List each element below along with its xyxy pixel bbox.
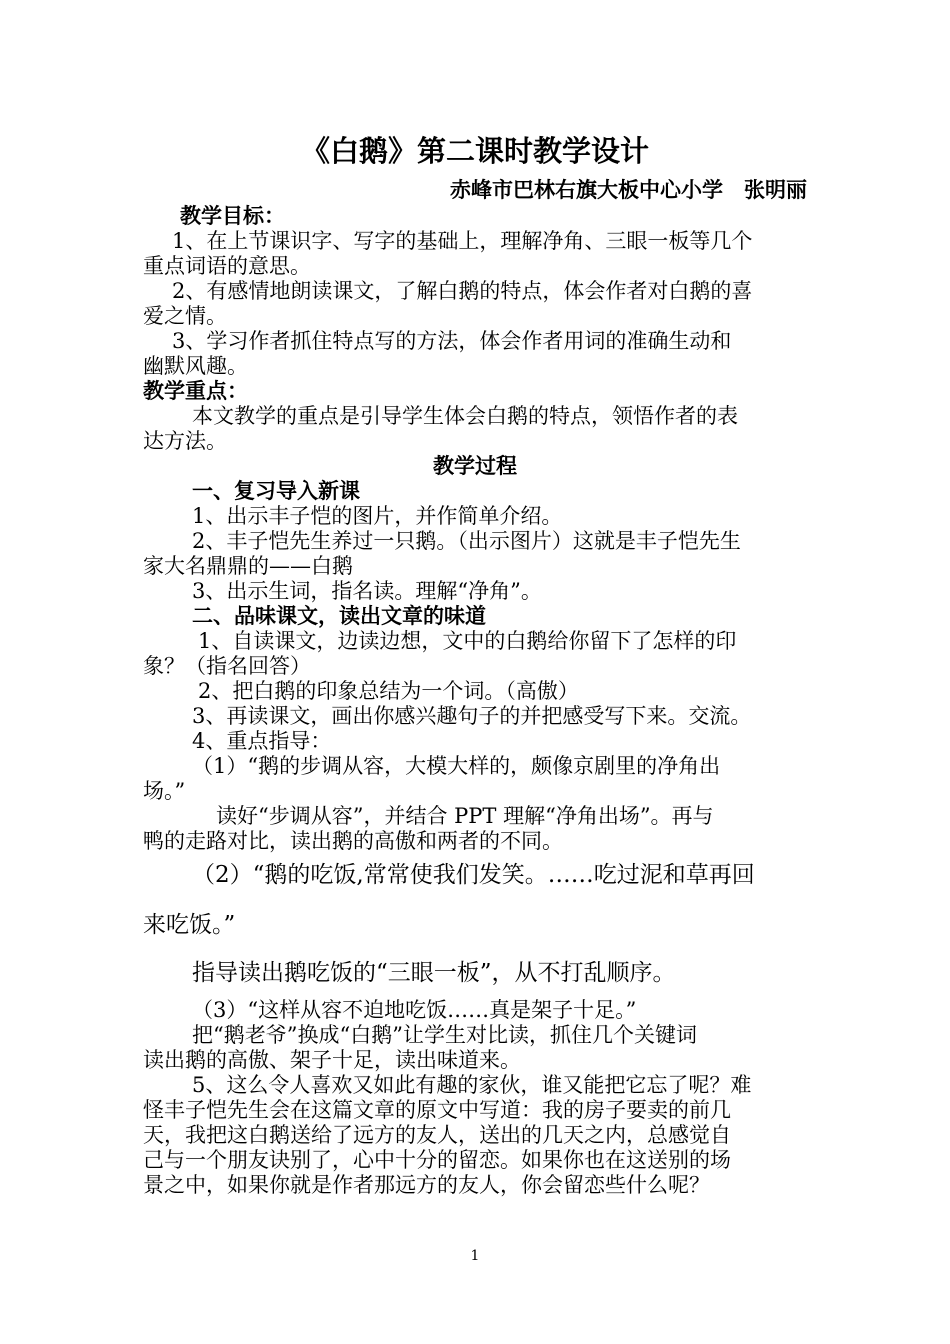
focus-heading: 教学重点： [143,378,248,403]
quote-3-line-a: （3）“这样从容不迫地吃饭……真是架子十足。” [192,998,637,1022]
quote-2-line-a: （2）“鹅的吃饭,常常使我们发笑。……吃过泥和草再回 [192,862,755,888]
section-2-item-2: 2、把白鹅的印象总结为一个词。（高傲） [198,679,579,703]
section-1-item-2-b: 家大名鼎鼎的——白鹅 [143,554,353,578]
section-1-item-2-a: 2、丰子恺先生养过一只鹅。（出示图片）这就是丰子恺先生 [192,529,741,553]
document-title: 《白鹅》第二课时教学设计 [300,134,649,168]
goal-2-line-a: 2、有感情地朗读课文，了解白鹅的特点，体会作者对白鹅的喜 [172,279,753,303]
section-2-item-4: 4、重点指导： [192,729,332,753]
quote-1-line-b: 场。” [143,779,186,803]
section-2-item-1-b: 象？（指名回答） [143,654,311,678]
quote-3-line-b: 把“鹅老爷”换成“白鹅”让学生对比读，抓住几个关键词 [192,1023,697,1047]
goals-heading: 教学目标： [180,203,285,228]
quote-1-line-c: 读好“步调从容”，并结合 PPT 理解“净角出场”。再与 [216,804,714,828]
section-2-heading: 二、品味课文，读出文章的味道 [192,603,486,628]
author-line: 赤峰市巴林右旗大板中心小学 张明丽 [450,177,807,202]
goal-1-line-b: 重点词语的意思。 [143,254,311,278]
goal-3-line-a: 3、学习作者抓住特点写的方法，体会作者用词的准确生动和 [172,329,732,353]
goal-3-line-b: 幽默风趣。 [143,354,248,378]
quote-3-line-c: 读出鹅的高傲、架子十足，读出味道来。 [143,1048,521,1072]
section-1-heading: 一、复习导入新课 [192,478,360,503]
focus-line-a: 本文教学的重点是引导学生体会白鹅的特点，领悟作者的表 [192,404,738,428]
item-5-line-e: 景之中，如果你就是作者那远方的友人，你会留恋些什么呢？ [143,1173,710,1197]
quote-1-line-d: 鸭的走路对比，读出鹅的高傲和两者的不同。 [143,829,563,853]
focus-line-b: 达方法。 [143,429,227,453]
goal-2-line-b: 爱之情。 [143,304,227,328]
item-5-line-b: 怪丰子恺先生会在这篇文章的原文中写道：我的房子要卖的前几 [143,1098,731,1122]
process-heading: 教学过程 [433,453,517,478]
section-2-item-1-a: 1、自读课文，边读边想，文中的白鹅给你留下了怎样的印 [198,629,737,653]
section-1-item-3: 3、出示生词，指名读。理解“净角”。 [192,579,542,603]
quote-2-line-b: 来吃饭。” [143,912,236,938]
section-2-item-3: 3、再读课文，画出你感兴趣句子的并把感受写下来。交流。 [192,704,752,728]
goal-1-line-a: 1、在上节课识字、写字的基础上，理解净角、三眼一板等几个 [172,229,753,253]
item-5-line-a: 5、这么令人喜欢又如此有趣的家伙，谁又能把它忘了呢？难 [192,1073,752,1097]
quote-1-line-a: （1）“鹅的步调从容，大模大样的，颇像京剧里的净角出 [192,754,721,778]
item-5-line-c: 天，我把这白鹅送给了远方的友人，送出的几天之内，总感觉自 [143,1123,731,1147]
page-number: 1 [470,1248,480,1264]
item-5-line-d: 己与一个朋友诀别了，心中十分的留恋。如果你也在这送别的场 [143,1148,731,1172]
section-1-item-1: 1、出示丰子恺的图片，并作简单介绍。 [192,504,563,528]
quote-2-line-c: 指导读出鹅吃饭的“三眼一板”，从不打乱顺序。 [192,960,676,986]
